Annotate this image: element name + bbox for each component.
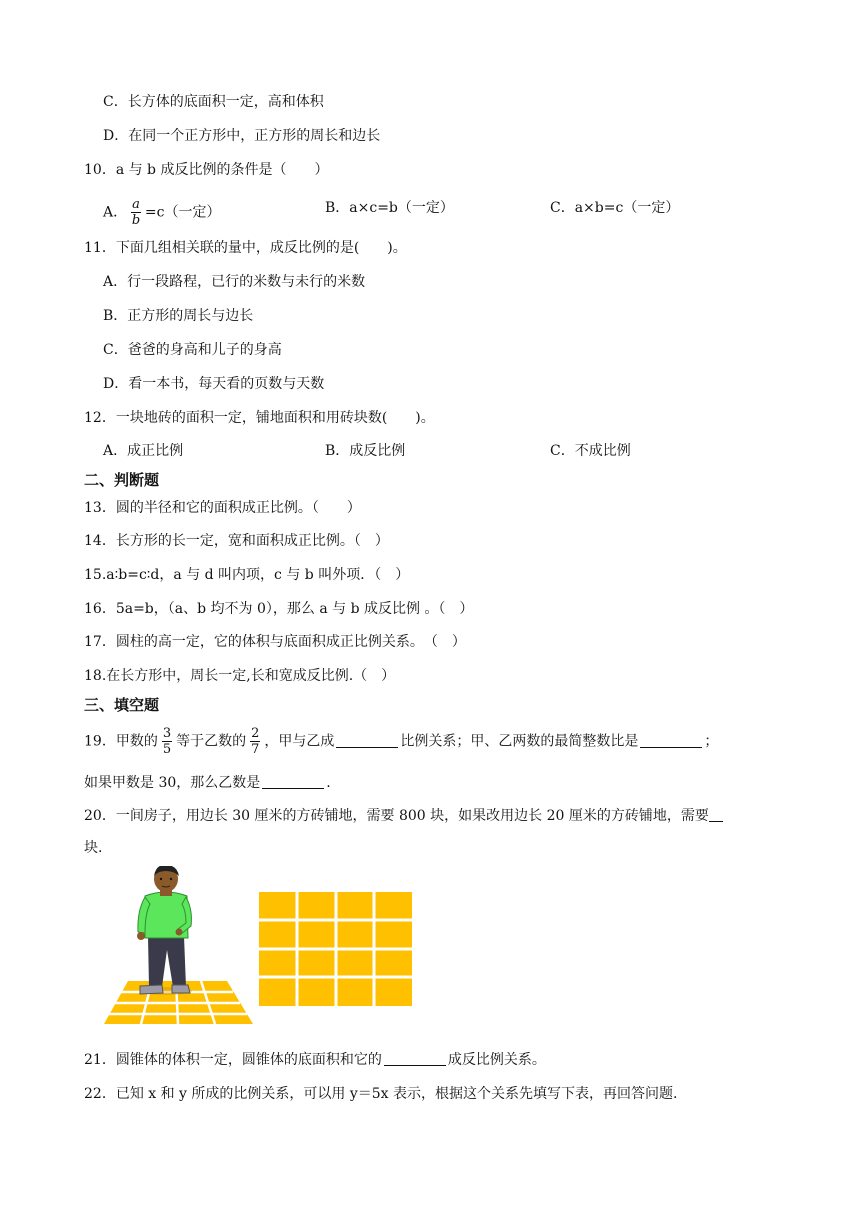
q19-text-5: ； (704, 733, 719, 750)
q20-illustration-svg (100, 866, 420, 1030)
q21-blank[interactable] (384, 1051, 446, 1066)
q20-text-1: 20．一间房子，用边长 30 厘米的方砖铺地，需要 800 块，如果改用边长 20 厘米的方砖铺地，需要 (84, 808, 709, 824)
fraction-denominator: 7 (251, 742, 260, 757)
fraction-denominator: b (131, 213, 141, 228)
q22-stem: 22．已知 x 和 y 所成的比例关系，可以用 y＝5x 表示，根据这个关系先填写下表，再回答问题. (84, 1086, 678, 1102)
q19-line-1 (84, 727, 718, 756)
q10-option-b: B．a×c=b（一定） (325, 200, 454, 216)
judge-q15: 15.a∶b=c∶d，a 与 d 叫内项，c 与 b 叫外项．（ ） (84, 567, 410, 583)
q20-blank[interactable] (709, 807, 723, 822)
q21-text-1: 21．圆锥体的体积一定，圆锥体的底面积和它的 (84, 1052, 382, 1068)
q11-option-c: C．爸爸的身高和儿子的身高 (103, 342, 282, 358)
judge-q14: 14．长方形的长一定，宽和面积成正比例。（ ） (84, 533, 389, 549)
q12-stem: 12．一块地砖的面积一定，铺地面积和用砖块数( )。 (84, 410, 435, 426)
q11-option-d: D．看一本书，每天看的页数与天数 (103, 376, 325, 392)
q9-option-c: C．长方体的底面积一定，高和体积 (103, 94, 324, 110)
q19-blank-3[interactable] (262, 774, 324, 789)
q10-option-a (103, 198, 220, 227)
q19-line-2 (84, 773, 331, 793)
q12-option-c: C．不成比例 (550, 443, 631, 459)
q19-text-7: . (326, 775, 331, 791)
q11-stem: 11．下面几组相关联的量中，成反比例的是( )。 (84, 240, 407, 256)
fraction-numerator: a (132, 197, 140, 212)
q19-blank-1[interactable] (336, 733, 398, 748)
q10-option-a-suffix: =c（一定） (144, 204, 221, 221)
q10-option-a-prefix: A． (103, 204, 128, 221)
q10-stem: 10．a 与 b 成反比例的条件是（ ） (84, 162, 329, 178)
q20-line-1 (84, 806, 723, 826)
judge-q13: 13．圆的半径和它的面积成正比例。（ ） (84, 500, 361, 516)
q20-illustration (100, 866, 420, 1030)
judge-q17: 17．圆柱的高一定，它的体积与底面积成正比例关系。 （ ） (84, 634, 466, 650)
q19-text-2: 等于乙数的 (176, 733, 247, 750)
q10-option-a-fraction (131, 198, 141, 227)
judge-q16: 16．5a=b，（a、b 均不为 0），那么 a 与 b 成反比例 。（ ） (84, 601, 474, 617)
section-heading-judge: 二、判断题 (84, 471, 160, 489)
q19-fraction-2 (250, 727, 260, 756)
q19-text-6: 如果甲数是 30，那么乙数是 (84, 775, 261, 791)
judge-q18: 18.在长方形中，周长一定,长和宽成反比例.（ ） (84, 668, 396, 684)
tile-grid (259, 892, 412, 1006)
fraction-numerator: 3 (162, 726, 172, 741)
q11-option-b: B．正方形的周长与边长 (103, 308, 254, 324)
q20-line-2: 块. (84, 840, 103, 856)
q19-text-3: ，甲与乙成 (264, 733, 335, 750)
q12-option-a: A．成正比例 (103, 443, 184, 459)
q21-text-2: 成反比例关系。 (447, 1052, 546, 1068)
q19-blank-2[interactable] (640, 733, 702, 748)
q11-option-a: A．行一段路程，已行的米数与未行的米数 (103, 274, 366, 290)
q9-option-d: D．在同一个正方形中，正方形的周长和边长 (103, 128, 381, 144)
q21-line (84, 1050, 546, 1070)
fraction-numerator: 2 (251, 726, 260, 741)
fraction-denominator: 5 (162, 742, 172, 757)
q12-option-b: B．成反比例 (325, 443, 406, 459)
boy-figure (137, 866, 192, 995)
q19-text-1: 19．甲数的 (84, 733, 158, 750)
section-heading-fill: 三、填空题 (84, 696, 160, 714)
q10-option-c: C．a×b=c（一定） (550, 200, 680, 216)
q19-fraction-1 (162, 727, 172, 756)
q19-text-4: 比例关系；甲、乙两数的最简整数比是 (400, 733, 639, 750)
